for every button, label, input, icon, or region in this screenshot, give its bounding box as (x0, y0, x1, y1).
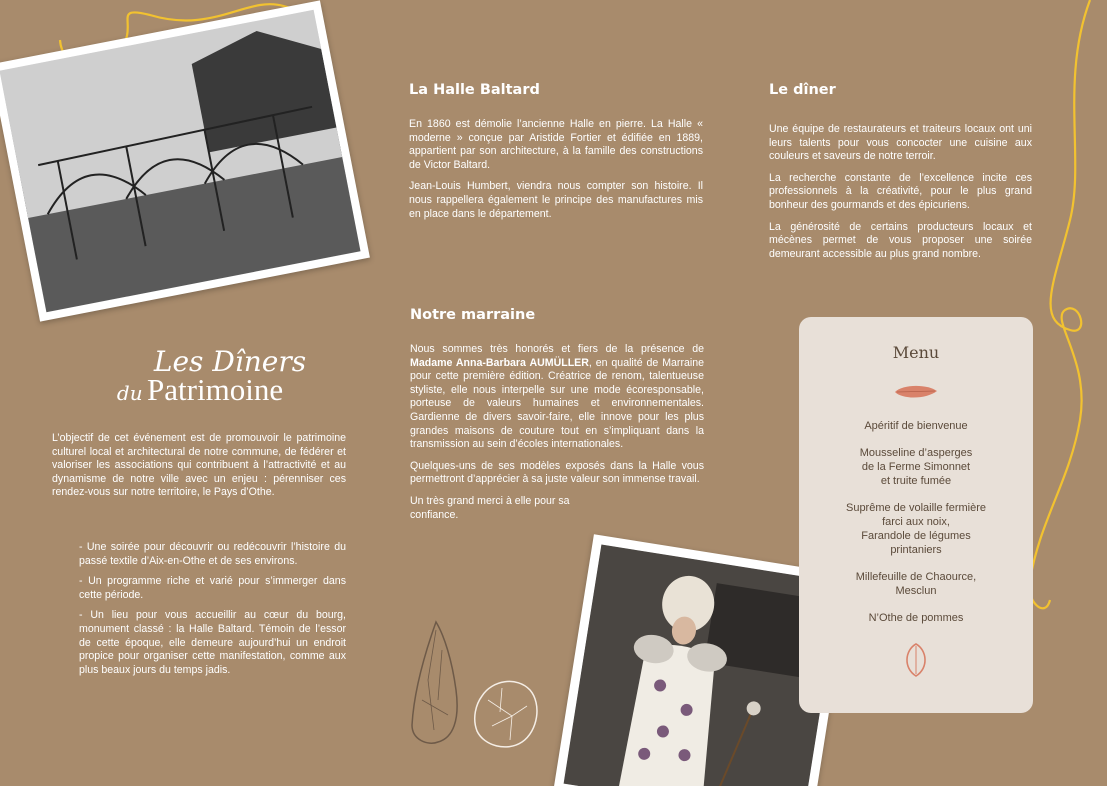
menu-items (799, 419, 1033, 625)
leaf-divider-icon (893, 382, 939, 402)
marraine-name: Madame Anna-Barbara AUMÜLLER (410, 356, 589, 369)
leaf-bottom-icon (901, 642, 931, 678)
diner-paragraph-2: La recherche constante de l’excellence incite ces professionnels à la créativité, pour le plus grand bonheur des gourmands et des épicuriens. (769, 171, 1032, 211)
menu-item: Millefeuille de Chaource, Mesclun (855, 571, 977, 597)
marraine-text-before: Nous sommes très honorés et fiers de la présence de (410, 343, 704, 355)
flint-stone-drawing-icon (472, 676, 542, 750)
halle-paragraph-1: En 1860 est démolie l’ancienne Halle en pierre. La Halle « moderne » conçue par Aristide Fortier et édifiée en 1889, appartient par son architecture, à la famille des constructions de Victor Baltard. (409, 118, 703, 171)
logo-prefix: du (116, 381, 143, 405)
intro-paragraph: L’objectif de cet événement est de promouvoir le patrimoine culturel local et architectural de notre commune, de fédérer et valoriser les associations qui contribuent à l’attractivité et au dynamisme de notre ville avec un enjeu : pérenniser ces rendez-vous sur notre territoire, le Pays d’Othe. (52, 432, 346, 499)
menu-item: N’Othe de pommes (868, 612, 964, 624)
halle-section (409, 118, 703, 229)
menu-item: Mousseline d’asperges de la Ferme Simonnet et truite fumée (859, 447, 973, 487)
menu-title: Menu (892, 343, 940, 362)
intro-bullet: - Un lieu pour vous accueillir au cœur du bourg, monument classé : la Halle Baltard. Témoin de l’essor de cette époque, elle demeure aujourd’hui un endroit propice pour organiser cette manifestation, comme aux plus beaux jours du temps jadis. (79, 609, 346, 676)
marraine-title: Notre marraine (410, 307, 536, 323)
menu-item: Suprême de volaille fermière farci aux noix, Farandole de légumes printaniers (845, 502, 986, 556)
event-logo (75, 345, 325, 408)
marraine-paragraph-3: Un très grand merci à elle pour sa confiance. (410, 494, 570, 521)
flint-tool-drawing-icon (408, 620, 466, 748)
marraine-section (410, 343, 704, 530)
intro-bullets (79, 541, 346, 684)
marraine-paragraph-1 (410, 343, 704, 452)
decorative-yellow-line-right (1030, 0, 1107, 620)
diner-paragraph-1: Une équipe de restaurateurs et traiteurs locaux ont uni leurs talents pour vous concocter une cuisine aux couleurs et saveurs de notre terroir. (769, 123, 1032, 163)
intro-bullet: - Un programme riche et varié pour s’immerger dans cette période. (79, 575, 346, 601)
marraine-text-after: , en qualité de Marraine pour cette première édition. Créatrice de renom, talentueuse styliste, elle nous interpelle sur une mode écoresponsable, porteuse de valeurs humaines et environnementales. Gardienne de divers savoir-faire, elle innove pour les plus grandes maisons de couture tout en s’impliquant dans la transmission au sein d’écoles internationales. (410, 356, 704, 451)
intro-bullet: - Une soirée pour découvrir ou redécouvrir l’histoire du passé textile d’Aix-en-Othe et de ses environs. (79, 541, 346, 567)
diner-paragraph-3: La générosité de certains producteurs locaux et mécènes permet de vous proposer une soirée demeurant accessible au plus grand nombre. (769, 220, 1032, 260)
menu-card (799, 317, 1033, 713)
intro-section (52, 432, 346, 508)
diner-title: Le dîner (769, 82, 836, 98)
marraine-paragraph-2: Quelques-uns de ses modèles exposés dans la Halle vous permettront d’apprécier à sa juste valeur son immense travail. (410, 459, 704, 486)
halle-title: La Halle Baltard (409, 82, 540, 98)
halle-paragraph-2: Jean-Louis Humbert, viendra nous compter son histoire. Il nous rappellera également le principe des manufactures mis en place dans le département. (409, 180, 703, 220)
logo-script-line: Les Dîners (153, 345, 307, 378)
logo-main-word: Patrimoine (147, 372, 284, 407)
menu-item: Apéritif de bienvenue (864, 420, 968, 432)
diner-section (769, 123, 1032, 269)
